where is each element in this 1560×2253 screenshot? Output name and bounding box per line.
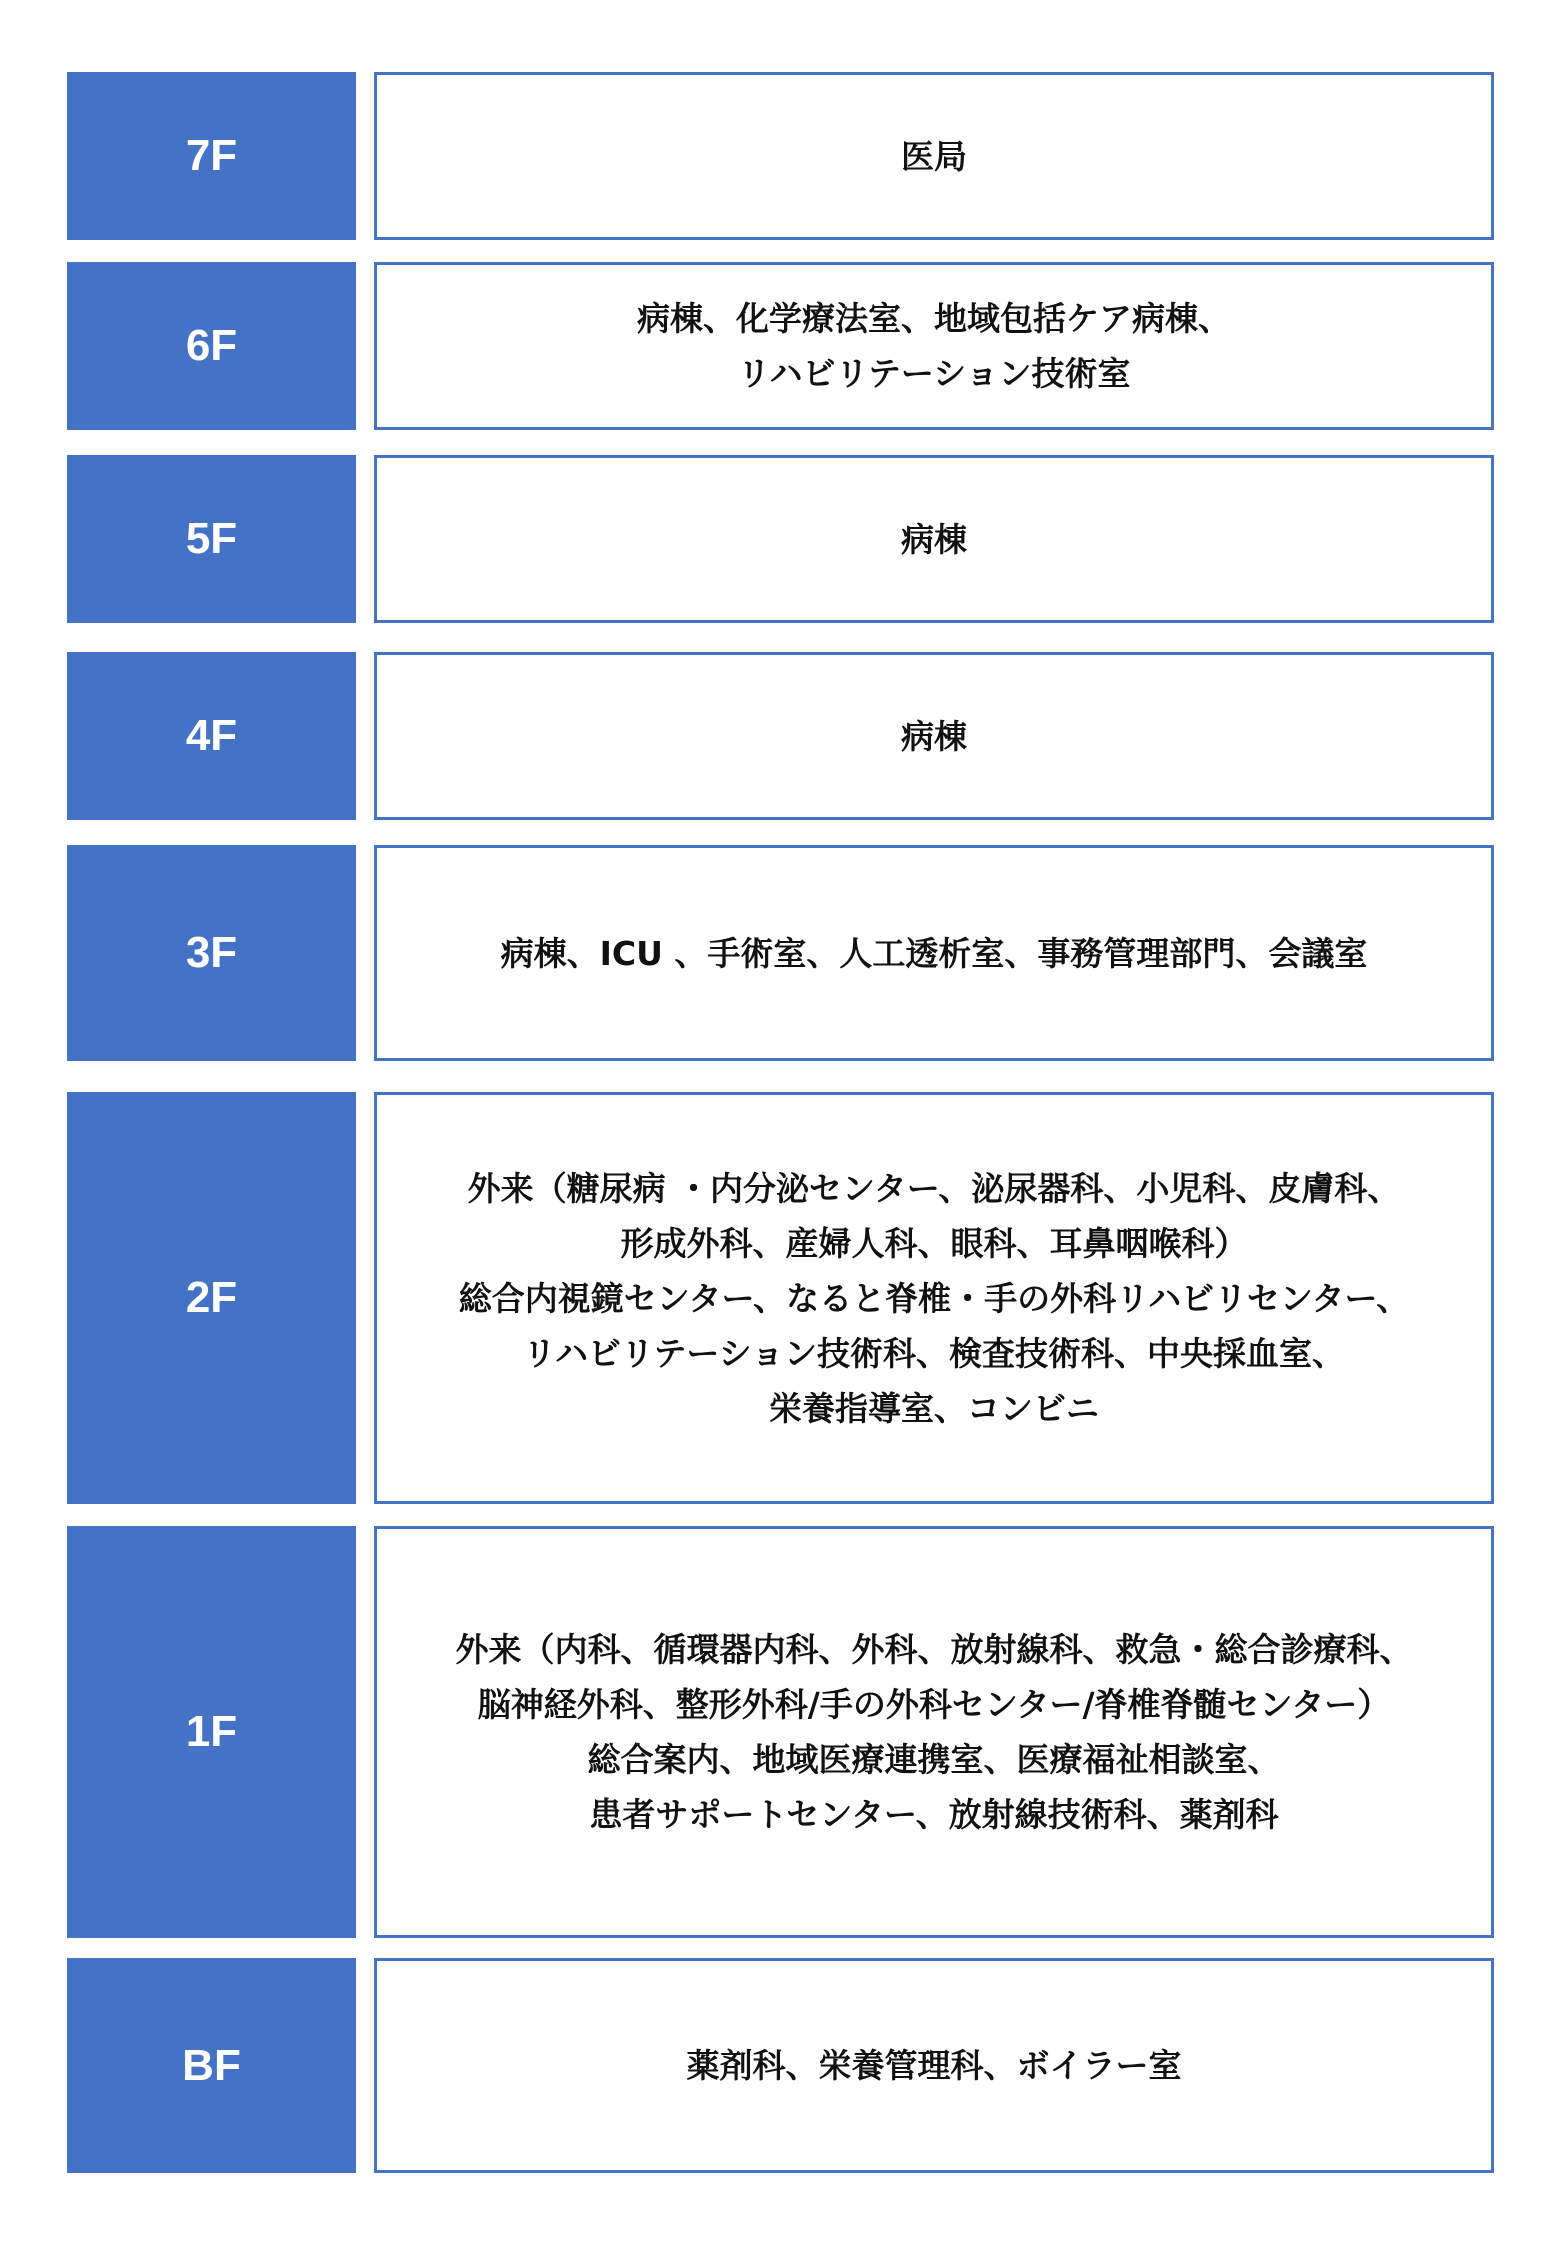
floor-description-1f: [374, 1526, 1494, 1938]
floor-label-5f: 5F: [67, 455, 356, 623]
floor-label-4f: 4F: [67, 652, 356, 820]
floor-description-line: 病棟、化学療法室、地域包括ケア病棟、: [637, 299, 1231, 338]
floor-row-4f: [67, 652, 1494, 820]
floor-description-2f: [374, 1092, 1494, 1504]
floor-description-line: 外来（糖尿病 ・内分泌センター、泌尿器科、小児科、皮膚科、: [467, 1168, 1401, 1208]
floor-label-6f: 6F: [67, 262, 356, 430]
floor-description-line: 患者サポートセンター、放射線技術科、薬剤科: [589, 1795, 1279, 1834]
floor-description-6f: [374, 262, 1494, 430]
floor-description-line: リハビリテーション技術室: [737, 354, 1131, 393]
floor-description-line: 脳神経外科、整形外科/手の外科センター/脊椎脊髄センター）: [477, 1685, 1391, 1724]
floor-description-3f: [374, 845, 1494, 1061]
floor-description-7f: [374, 72, 1494, 240]
floor-description-line: リハビリテーション技術科、検査技術科、中央採血室、: [522, 1333, 1346, 1373]
floor-label-2f: 2F: [67, 1092, 356, 1504]
floor-description-line: 病棟: [901, 519, 967, 559]
floor-row-5f: [67, 455, 1494, 623]
floor-row-3f: [67, 845, 1494, 1061]
floor-row-6f: [67, 262, 1494, 430]
floor-description-line: 薬剤科、栄養管理科、ボイラー室: [686, 2046, 1182, 2085]
floor-row-1f: [67, 1526, 1494, 1938]
floor-label-3f: 3F: [67, 845, 356, 1061]
floor-description-line: 総合内視鏡センター、なると脊椎・手の外科リハビリセンター、: [458, 1278, 1410, 1318]
floor-row-bf: [67, 1958, 1494, 2173]
floor-description-line: 形成外科、産婦人科、眼科、耳鼻咽喉科）: [620, 1223, 1248, 1263]
floor-label-bf: BF: [67, 1958, 356, 2173]
floor-label-7f: 7F: [67, 72, 356, 240]
floor-description-4f: [374, 652, 1494, 820]
floor-description-line: 病棟、ICU 、手術室、人工透析室、事務管理部門、会議室: [500, 933, 1368, 973]
floor-row-7f: [67, 72, 1494, 240]
floor-description-5f: [374, 455, 1494, 623]
floor-description-line: 総合案内、地域医療連携室、医療福祉相談室、: [587, 1740, 1281, 1779]
floor-description-bf: [374, 1958, 1494, 2173]
floor-row-2f: [67, 1092, 1494, 1504]
floor-description-line: 外来（内科、循環器内科、外科、放射線科、救急・総合診療科、: [455, 1630, 1413, 1669]
floor-description-line: 病棟: [901, 716, 967, 756]
floor-label-1f: 1F: [67, 1526, 356, 1938]
floor-description-line: 栄養指導室、コンビニ: [769, 1388, 1099, 1428]
floor-description-line: 医局: [901, 136, 967, 176]
